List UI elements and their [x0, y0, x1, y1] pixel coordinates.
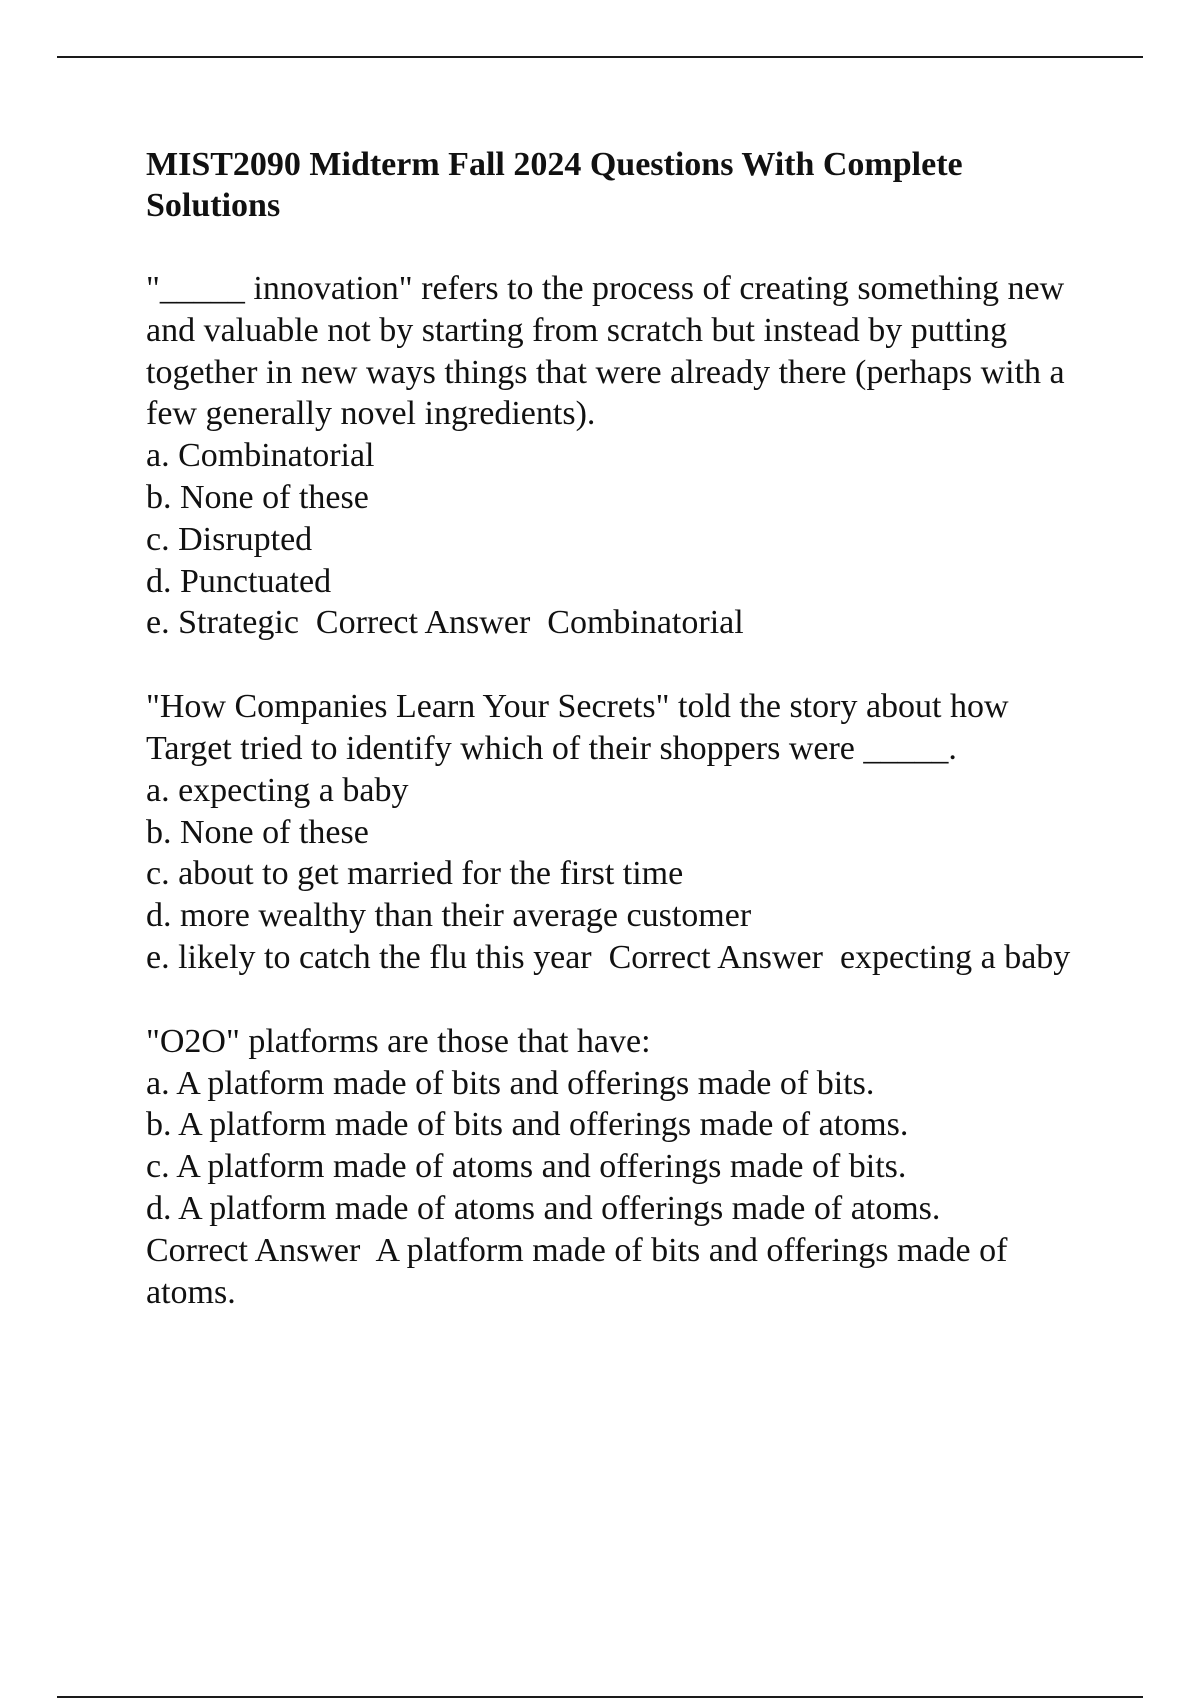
answer-option-with-correct-answer: e. likely to catch the flu this year Correct Answer expecting a baby [146, 938, 1071, 976]
answer-option: d. A platform made of atoms and offerings made of atoms. [146, 1189, 941, 1227]
answer-option: c. Disrupted [146, 520, 313, 558]
question-2 [146, 686, 1096, 979]
answer-option-with-correct-answer: e. Strategic Correct Answer Combinatorial [146, 604, 744, 642]
question-1 [146, 268, 1096, 644]
document-body [146, 144, 1096, 1355]
correct-answer: Correct Answer A platform made of bits and offerings made of atoms. [146, 1231, 1016, 1311]
document-title: MIST2090 Midterm Fall 2024 Questions With Complete Solutions [146, 146, 963, 224]
answer-option: a. A platform made of bits and offerings made of bits. [146, 1064, 875, 1102]
answer-option: d. more wealthy than their average customer [146, 897, 752, 935]
answer-option: a. Combinatorial [146, 437, 375, 475]
question-prompt: "_____ innovation" refers to the process of creating something new and valuable not by starting from scratch but instead by putting together in new ways things that were already there (perhaps with a few generally novel ingredients). [146, 270, 1074, 433]
answer-option: a. expecting a baby [146, 771, 409, 809]
question-3 [146, 1021, 1096, 1314]
question-prompt: "How Companies Learn Your Secrets" told the story about how Target tried to identify which of their shoppers were _____. [146, 688, 1017, 767]
top-divider [57, 56, 1143, 58]
answer-option: b. None of these [146, 813, 369, 851]
bottom-divider [57, 1696, 1143, 1698]
answer-option: b. A platform made of bits and offerings made of atoms. [146, 1106, 909, 1144]
answer-option: c. A platform made of atoms and offerings made of bits. [146, 1148, 907, 1186]
question-prompt: "O2O" platforms are those that have: [146, 1022, 651, 1060]
answer-option: b. None of these [146, 478, 369, 516]
answer-option: d. Punctuated [146, 562, 332, 600]
answer-option: c. about to get married for the first time [146, 855, 684, 893]
